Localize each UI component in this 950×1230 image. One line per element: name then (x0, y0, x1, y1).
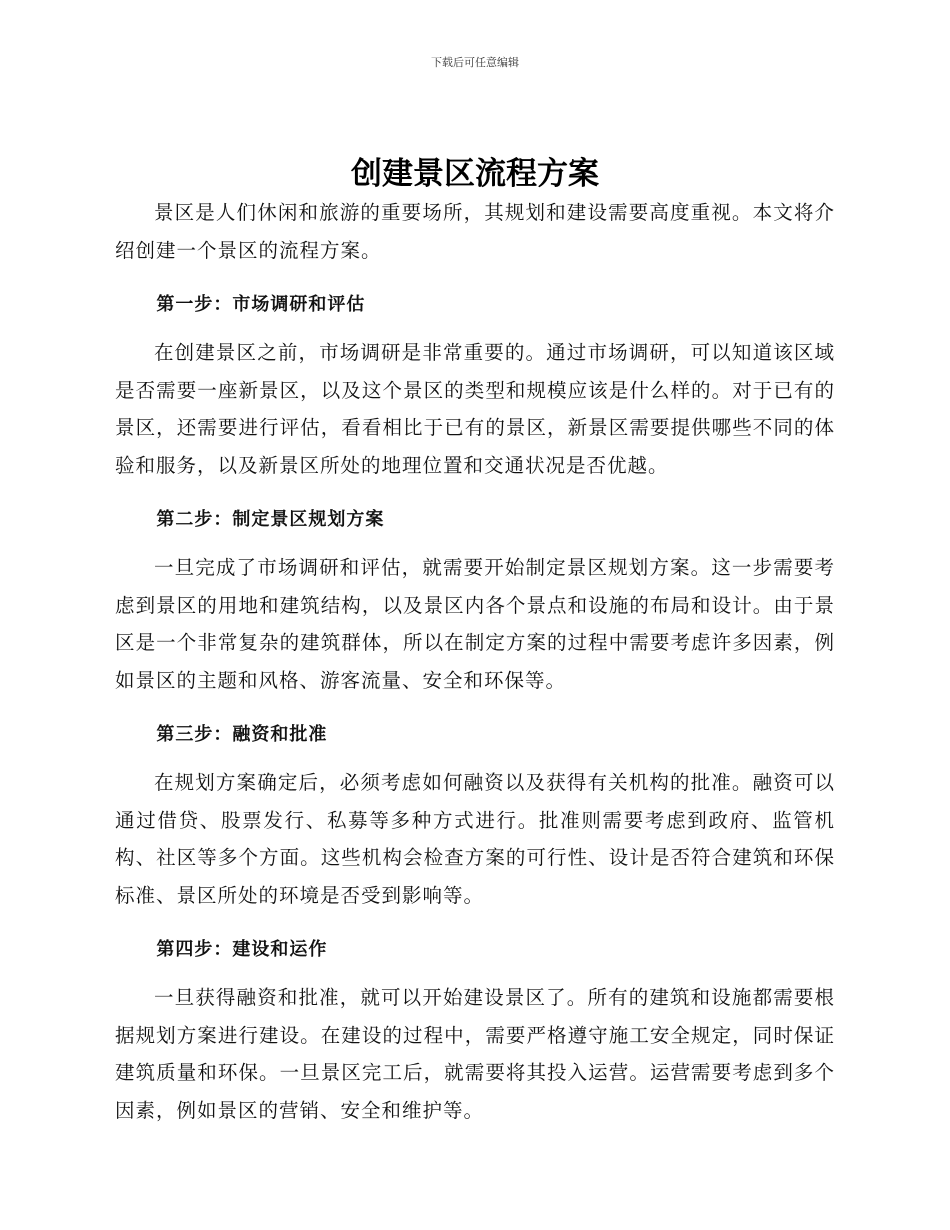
section-body-1: 在创建景区之前，市场调研是非常重要的。通过市场调研，可以知道该区域是否需要一座新景区，以及这个景区的类型和规模应该是什么样的。对于已有的景区，还需要进行评估，看看相比于已有的景区，新景区需要提供哪些不同的体验和服务，以及新景区所处的地理位置和交通状况是否优越。 (115, 341, 835, 477)
section-heading-2: 第二步：制定景区规划方案 (156, 509, 385, 530)
section-heading-3: 第三步：融资和批准 (156, 724, 328, 745)
section-body-2: 一旦完成了市场调研和评估，就需要开始制定景区规划方案。这一步需要考虑到景区的用地和建筑结构，以及景区内各个景点和设施的布局和设计。由于景区是一个非常复杂的建筑群体，所以在制定方案的过程中需要考虑许多因素，例如景区的主题和风格、游客流量、安全和环保等。 (115, 556, 835, 692)
section-body-3: 在规划方案确定后，必须考虑如何融资以及获得有关机构的批准。融资可以通过借贷、股票发行、私募等多种方式进行。批准则需要考虑到政府、监管机构、社区等多个方面。这些机构会检查方案的可行性、设计是否符合建筑和环保标准、景区所处的环境是否受到影响等。 (115, 771, 835, 907)
section-heading-1: 第一步：市场调研和评估 (156, 294, 366, 315)
page-title: 创建景区流程方案 (351, 156, 599, 192)
section-heading-4: 第四步：建设和运作 (156, 939, 328, 960)
intro-paragraph: 景区是人们休闲和旅游的重要场所，其规划和建设需要高度重视。本文将介绍创建一个景区的流程方案。 (115, 201, 835, 262)
section-body-4: 一旦获得融资和批准，就可以开始建设景区了。所有的建筑和设施都需要根据规划方案进行建设。在建设的过程中，需要严格遵守施工安全规定，同时保证建筑质量和环保。一旦景区完工后，就需要将其投入运营。运营需要考虑到多个因素，例如景区的营销、安全和维护等。 (115, 986, 835, 1122)
header-note: 下载后可任意编辑 (431, 56, 519, 69)
document-body (115, 194, 835, 1129)
